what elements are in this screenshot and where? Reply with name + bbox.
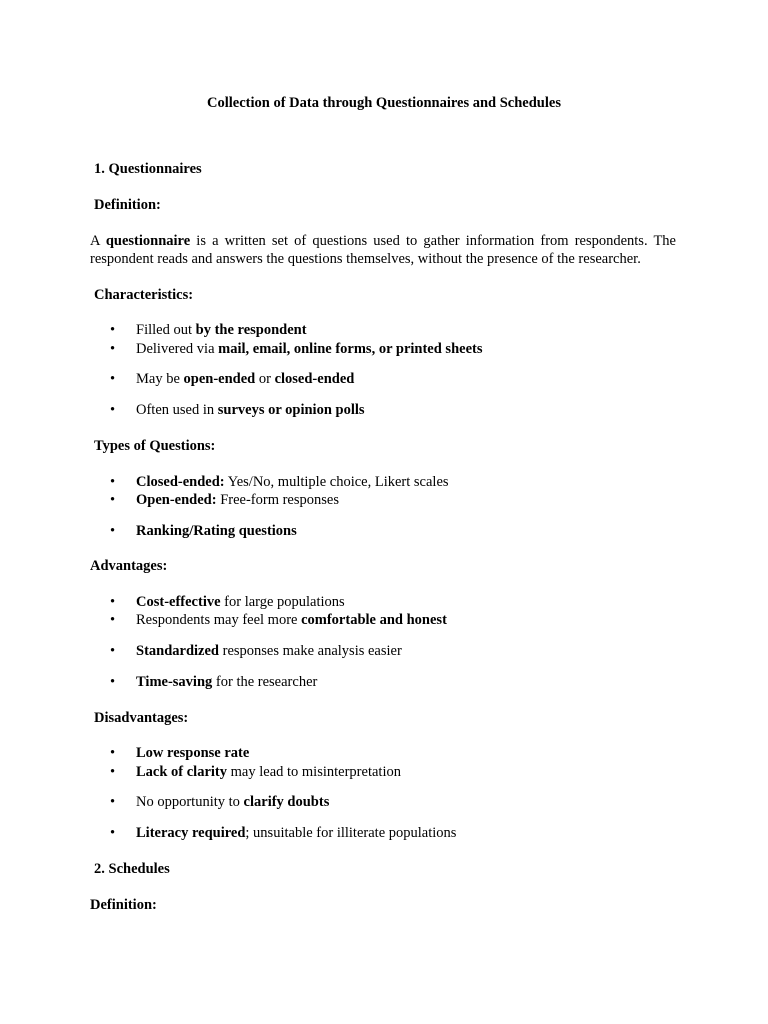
bullet-icon: • — [110, 612, 116, 628]
definition-label: Definition: — [90, 897, 157, 913]
bullet-icon: • — [110, 402, 116, 418]
term-questionnaire: questionnaire — [105, 233, 191, 249]
definition-label: Definition: — [94, 197, 161, 213]
bullet-icon: • — [110, 825, 116, 841]
characteristics-label: Characteristics: — [94, 287, 194, 303]
bullet-icon: • — [110, 322, 116, 338]
bullet-icon: • — [110, 643, 116, 659]
document-page: Collection of Data through Questionnaires and Schedules 1. Questionnaires Definition: A questionnaire is a written set of questions used to gather information from respondents. The respondent reads and answers the questions themselves, without the presence of the researcher. Characteristics: • Filled out by the respondent • Delivered via mail, email, online forms, or printed sheets • May be open-ended or closed-ended • Often used in surveys or opinion polls Types of Questions: • Closed-ended: Yes/No, multiple choice, Likert scales • Open-ended: Free-form responses • Ranking/Rating questions Advantages: • Cost-effective for large populations • Respondents may feel more comfortable and honest • Standardized responses make analysis easier • Time-saving for the researcher Disadvantages: • Low response rate • Lack of clarity may lead to misinterpretation • No opportunity to clarify doubts • Literacy required; unsuitable for illiterate populations 2. Schedules Definition: — [0, 0, 768, 1024]
bullet-icon: • — [110, 674, 116, 690]
definition-paragraph: A questionnaire is a written set of questions used to gather information from respondents. The respondent reads and answers the questions themselves, without the presence of the researcher. — [90, 233, 676, 267]
bullet-icon: • — [110, 594, 116, 610]
bullet-icon: • — [110, 474, 116, 490]
section-heading-schedules: 2. Schedules — [94, 861, 170, 877]
bullet-icon: • — [110, 341, 116, 357]
types-label: Types of Questions: — [94, 438, 216, 454]
bullet-icon: • — [110, 492, 116, 508]
bullet-icon: • — [110, 523, 116, 539]
disadvantages-label: Disadvantages: — [94, 710, 189, 726]
bullet-icon: • — [110, 764, 116, 780]
advantages-label: Advantages: — [90, 558, 168, 574]
section-heading-questionnaires: 1. Questionnaires — [94, 161, 202, 177]
bullet-icon: • — [110, 745, 116, 761]
document-title: Collection of Data through Questionnaires and Schedules — [207, 95, 561, 111]
bullet-icon: • — [110, 371, 116, 387]
bullet-icon: • — [110, 794, 116, 810]
